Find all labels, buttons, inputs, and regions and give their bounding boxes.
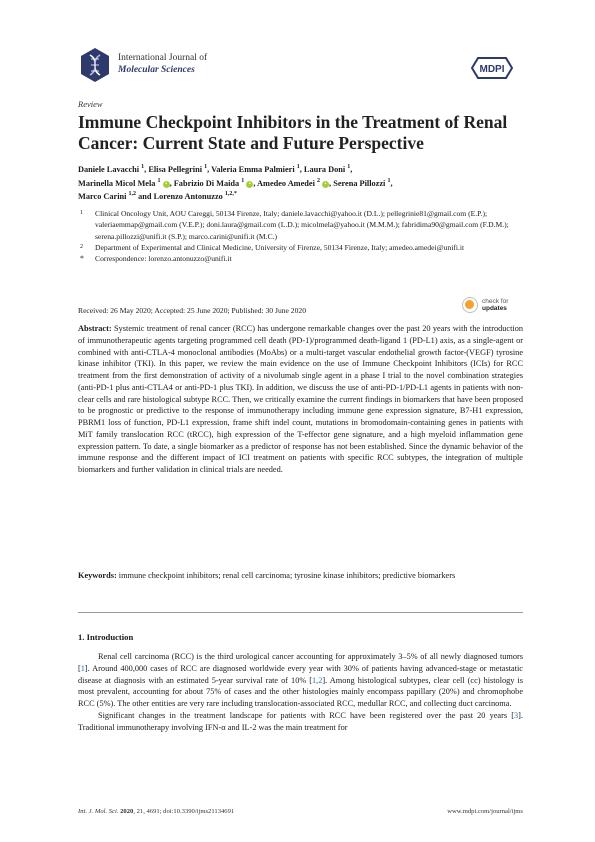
author-name: Laura Doni bbox=[303, 165, 346, 174]
section-heading: 1. Introduction bbox=[78, 632, 134, 642]
author-name: Valeria Emma Palmieri bbox=[211, 165, 295, 174]
author-separator: , bbox=[390, 178, 393, 188]
author-separator: , bbox=[144, 165, 149, 174]
affiliation-correspondence bbox=[78, 253, 523, 264]
check-updates-line2: updates bbox=[482, 305, 507, 312]
keywords-label: Keywords: bbox=[78, 571, 117, 580]
author-name: Fabrizio Di Maida bbox=[173, 178, 240, 188]
affiliation-2 bbox=[78, 242, 523, 253]
affiliation-1 bbox=[78, 208, 523, 242]
author-separator: , bbox=[299, 165, 304, 174]
affiliation-text: Department of Experimental and Clinical Medicine, University of Firenze, 50134 Firenze, Italy; amedeo.amedei@unifi.it bbox=[95, 242, 465, 252]
article-type: Review bbox=[78, 99, 103, 109]
mdpi-logo[interactable] bbox=[470, 56, 514, 80]
body-text bbox=[78, 651, 523, 733]
citation-link[interactable]: 3 bbox=[514, 710, 519, 720]
affiliation-mark: 2 bbox=[80, 243, 83, 250]
abstract-label: Abstract: bbox=[78, 324, 112, 333]
abstract bbox=[78, 323, 523, 476]
keywords bbox=[78, 570, 523, 582]
check-updates-icon bbox=[462, 297, 478, 313]
paragraph-text: Renal cell carcinoma (RCC) is the third urological cancer accounting for approximately 3–5% of all newly diagnosed tumors [ bbox=[78, 652, 523, 673]
footer-doi: , 21, 4691; doi:10.3390/ijms21134691 bbox=[133, 808, 235, 815]
author-name: Serena Pillozzi bbox=[333, 178, 386, 188]
paragraph-text: ]. Among histological subtypes, clear cell (cc) histology is most prevalent, accounting for about 75% of cases and the other histologies mainly encompass papillary (20%) and chromophobe RCC (5%). The other entities are very rare including translocation-associated RCC, medullar RCC, and collecting duct carcinoma. bbox=[78, 675, 523, 708]
check-updates-line1: check for bbox=[482, 298, 509, 305]
author-affiliation-mark: 1,2 bbox=[128, 191, 137, 198]
citation-link[interactable]: 1 bbox=[80, 663, 85, 673]
orcid-icon[interactable]: • bbox=[246, 181, 253, 188]
journal-name-line1: International Journal of bbox=[118, 53, 208, 63]
journal-name-line2: Molecular Sciences bbox=[118, 64, 195, 75]
citation-link[interactable]: 1,2 bbox=[312, 675, 323, 685]
paragraph-text: Significant changes in the treatment landscape for patients with RCC have been registered over the past 20 years [ bbox=[98, 710, 514, 720]
author-affiliation-mark: 1 bbox=[387, 177, 391, 184]
abstract-text: Systemic treatment of renal cancer (RCC) has undergone remarkable changes over the past 20 years with the introduction of immunotherapeutic agents targeting programmed cell death (PD-1)/programmed death-ligand 1 (PD-L1) axis, as a single-agent or combined with anti-CTLA-4 monoclonal antibodies (MoAbs) or a multi-target vascular endothelial growth factor-(VEGF) tyrosine kinase inhibitor (TKI). In this paper, we review the main evidence on the use of Immune Checkpoint Inhibitors (ICIs) for RCC treatment from the first demonstration of activity of a nivolumab single agent in a phase I trial to the novel combination strategies (anti-PD-1 plus anti-CTLA4 or anti-PD-1 plus TKI). In addition, we discuss the use of anti-PD-1/PD-L1 agents in patients with non-clear cells and rare histological subtype RCC. Then, we critically examine the current findings in biomarkers that have been proposed to be prognostic or predictive to the response of immunotherapy including immune gene expression signature, B7-H1 expression, PBRM1 loss of function, PD-L1 expression, frame shift indel count, mutations in bromodomain-containing genes in patients with MiT family translocation RCC (tRCC), high expression of the T-effector gene signature, and a high myeloid inflammation gene expression pattern. To date, a single biomarker as a predictor of response has not been established. Since the dynamic behavior of the immune response and the different impact of ICI treatment on patients with specific RCC subtypes, the integration of multiple biomarkers and further validation in clinical trials are needed. bbox=[78, 324, 523, 474]
author-affiliation-mark: 1 bbox=[296, 164, 300, 171]
footer-url[interactable]: www.mdpi.com/journal/ijms bbox=[447, 808, 523, 815]
check-updates-text bbox=[482, 298, 508, 312]
publication-dates: Received: 26 May 2020; Accepted: 25 June 2020; Published: 30 June 2020 bbox=[78, 306, 306, 315]
journal-logo bbox=[78, 46, 112, 84]
author-name: Elisa Pellegrini bbox=[148, 165, 203, 174]
author-name: Daniele Lavacchi bbox=[78, 165, 140, 174]
affiliation-mark: 1 bbox=[80, 210, 83, 216]
footer-year: 2020 bbox=[120, 808, 134, 815]
author-list bbox=[78, 163, 523, 204]
author-separator: , bbox=[169, 178, 174, 188]
affiliation-text: Correspondence: lorenzo.antonuzzo@unifi.it bbox=[95, 254, 232, 264]
author-affiliation-mark: 1 bbox=[157, 177, 161, 184]
author-separator: , bbox=[329, 178, 334, 188]
author-affiliation-mark: 1 bbox=[347, 164, 351, 171]
author-name: Marinella Micol Mela bbox=[78, 178, 156, 188]
paragraph-text: ]. Around 400,000 cases of RCC are diagnosed worldwide every year with 30% of patients having advanced-stage or metastatic disease at diagnosis with an estimated 5-year survival rate of 10% [ bbox=[78, 663, 523, 685]
author-name: Lorenzo Antonuzzo bbox=[153, 192, 223, 202]
author-separator: , bbox=[350, 165, 353, 174]
paragraph bbox=[78, 651, 523, 710]
author-affiliation-mark: 1,2,* bbox=[224, 191, 237, 198]
keywords-text: immune checkpoint inhibitors; renal cell carcinoma; tyrosine kinase inhibitors; predictive biomarkers bbox=[118, 571, 456, 580]
orcid-icon[interactable]: • bbox=[163, 181, 170, 188]
section-divider bbox=[78, 612, 523, 613]
affiliation-text: Clinical Oncology Unit, AOU Careggi, 50134 Firenze, Italy; daniele.lavacchi@yahoo.it (D.L.); pellegrinie81@gmail.com (E.P.); valeriaemmap@gmail.com (V.E.P.); doni.laura@gmail.com (L.D.); micolmela@yahoo.it (M.M.M.); fabridima90@gmail.com (F.D.M.); serena.pillozzi@unifi.it (S.P.); marco.carini@unifi.it (M.C.) bbox=[95, 209, 509, 241]
paragraph bbox=[78, 710, 523, 734]
footer-journal: Int. J. Mol. Sci. bbox=[78, 808, 119, 815]
author-affiliation-mark: 2 bbox=[316, 177, 320, 184]
author-affiliation-mark: 1 bbox=[241, 177, 245, 184]
journal-name bbox=[118, 53, 207, 76]
affiliations bbox=[78, 208, 523, 264]
author-separator: , bbox=[207, 165, 212, 174]
mdpi-logo-text: MDPI bbox=[479, 64, 505, 75]
author-affiliation-mark: 1 bbox=[204, 164, 208, 171]
paper-title: Immune Checkpoint Inhibitors in the Treatment of Renal Cancer: Current State and Future Perspective bbox=[78, 112, 508, 153]
paragraph-text: ]. Traditional immunotherapy involving IFN-α and IL-2 was the main treatment for bbox=[78, 710, 523, 732]
footer-citation bbox=[78, 808, 234, 815]
affiliation-mark: * bbox=[80, 254, 84, 264]
author-name: Amedeo Amedei bbox=[257, 178, 315, 188]
author-affiliation-mark: 1 bbox=[141, 164, 145, 171]
author-separator: , bbox=[253, 178, 258, 188]
author-name: Marco Carini bbox=[78, 192, 127, 202]
orcid-icon[interactable]: • bbox=[322, 181, 329, 188]
author-separator: and bbox=[136, 192, 154, 202]
check-for-updates-badge[interactable] bbox=[462, 296, 524, 318]
